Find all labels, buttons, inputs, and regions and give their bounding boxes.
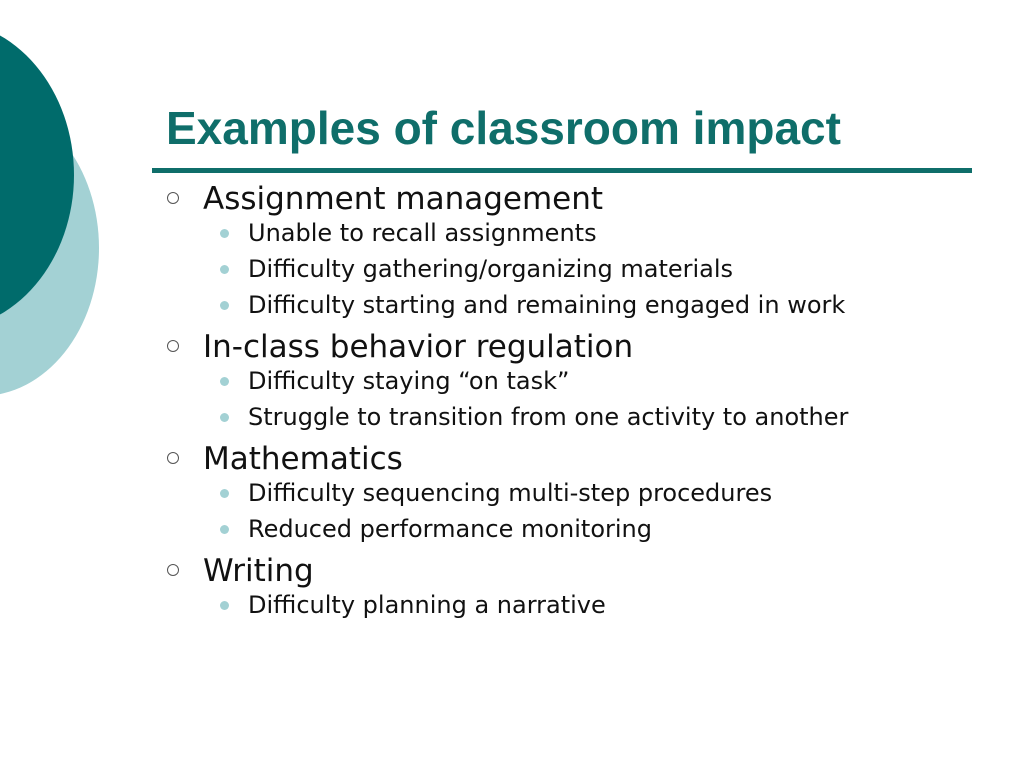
dot-bullet-icon [220,229,229,238]
list-item-text: Difficulty planning a narrative [248,591,606,619]
dot-bullet-icon [220,377,229,386]
list-item-text: Struggle to transition from one activity to another [248,403,849,431]
hollow-circle-bullet-icon [167,340,179,352]
section-heading [160,551,930,591]
list-item [160,219,930,248]
dot-bullet-icon [220,525,229,534]
bullet-list [160,178,930,627]
list-item-text: Difficulty gathering/organizing materials [248,255,734,283]
section-heading-text: Mathematics [203,441,403,477]
list-item [160,291,930,320]
section-heading [160,327,930,367]
section-heading-text: In-class behavior regulation [203,329,634,365]
dot-bullet-icon [220,601,229,610]
list-item [160,515,930,544]
section-heading-text: Writing [203,553,314,589]
title-divider [152,168,972,173]
sub-list [160,219,930,320]
list-item-text: Difficulty starting and remaining engaged in work [248,291,846,319]
list-item [160,367,930,396]
dot-bullet-icon [220,301,229,310]
dot-bullet-icon [220,489,229,498]
list-item [160,255,930,284]
dot-bullet-icon [220,265,229,274]
section-heading [160,439,930,479]
list-item-text: Difficulty sequencing multi-step procedures [248,479,773,507]
list-item [160,591,930,620]
dot-bullet-icon [220,413,229,422]
list-item-text: Reduced performance monitoring [248,515,652,543]
list-item [160,479,930,508]
list-item-text: Unable to recall assignments [248,219,597,247]
hollow-circle-bullet-icon [167,564,179,576]
hollow-circle-bullet-icon [167,452,179,464]
sub-list [160,367,930,432]
section-heading [160,179,930,219]
sub-list [160,591,930,620]
list-item [160,403,930,432]
list-item-text: Difficulty staying “on task” [248,367,570,395]
hollow-circle-bullet-icon [167,192,179,204]
slide-title: Examples of classroom impact [166,102,841,154]
section-heading-text: Assignment management [203,181,604,217]
sub-list [160,479,930,544]
